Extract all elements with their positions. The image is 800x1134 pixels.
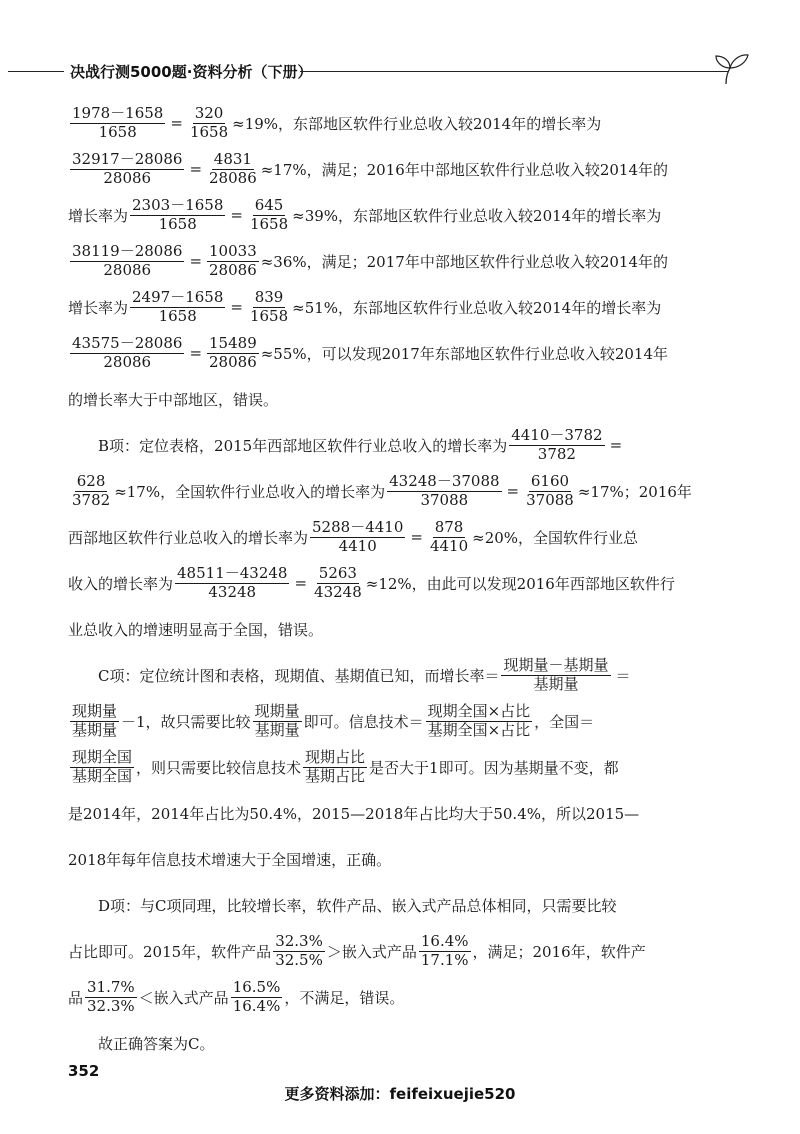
fraction-denominator: 基期量 xyxy=(254,720,300,739)
text-run: ，满足；2016年，软件产 xyxy=(472,942,646,961)
text-run: ≈12%，由此可以发现2016年西部地区软件行 xyxy=(365,574,675,593)
fraction-denominator: 28086 xyxy=(103,352,152,371)
fraction-denominator: 28086 xyxy=(209,352,257,371)
fraction xyxy=(426,703,533,739)
text-run: 是否大于1即可。因为基期量不变，都 xyxy=(369,758,619,777)
fraction-denominator: 32.5% xyxy=(275,950,323,969)
fraction-denominator: 43248 xyxy=(208,582,257,601)
fraction-numerator: 现期全国 xyxy=(72,748,133,767)
fraction xyxy=(419,933,471,969)
fraction xyxy=(231,979,283,1015)
text-run: ≈55%，可以发现2017年东部地区软件行业总收入较2014年 xyxy=(260,344,668,363)
text-line xyxy=(68,882,660,928)
text-line xyxy=(68,146,668,192)
fraction-numerator: 现期量－基期量 xyxy=(503,656,609,675)
fraction-denominator: 3782 xyxy=(537,444,576,463)
fraction-numerator: 10033 xyxy=(209,242,257,261)
fraction xyxy=(248,289,290,325)
fraction-denominator: 基期全国×占比 xyxy=(427,720,531,739)
fraction-denominator: 1658 xyxy=(158,214,197,233)
header-rule-right xyxy=(300,71,728,72)
text-run: ≈39%，东部地区软件行业总收入较2014年的增长率为 xyxy=(292,206,662,225)
fraction xyxy=(70,473,112,509)
fraction-denominator: 1658 xyxy=(158,306,197,325)
fraction-denominator: 4410 xyxy=(338,536,377,555)
fraction-numerator: 5288－4410 xyxy=(312,518,404,537)
text-run: ≈36%，满足；2017年中部地区软件行业总收入较2014年的 xyxy=(260,252,668,271)
fraction xyxy=(70,703,119,739)
fraction-denominator: 1658 xyxy=(249,306,289,325)
fraction-numerator: 2303－1658 xyxy=(132,196,224,215)
fraction-denominator: 1658 xyxy=(98,122,137,141)
text-run: －1，故只需要比较 xyxy=(121,712,251,731)
fraction-numerator: 645 xyxy=(254,196,284,215)
fraction-denominator: 基期全国 xyxy=(72,766,133,785)
text-run: ，全国＝ xyxy=(534,712,595,731)
fraction-numerator: 现期量 xyxy=(254,702,300,721)
header-rule-left xyxy=(8,71,64,72)
fraction-denominator: 37088 xyxy=(420,490,469,509)
fraction-numerator: 现期全国×占比 xyxy=(427,702,531,721)
fraction-denominator: 基期量 xyxy=(72,720,118,739)
text-line xyxy=(68,836,660,882)
fraction xyxy=(310,519,405,555)
fraction-numerator: 1978－1658 xyxy=(72,104,164,123)
fraction-numerator: 6160 xyxy=(530,472,570,491)
text-line xyxy=(68,928,660,974)
fraction xyxy=(253,703,302,739)
equals-sign: = xyxy=(230,206,243,224)
solution-text xyxy=(68,100,692,1066)
fraction-numerator: 5263 xyxy=(318,564,357,583)
fraction-numerator: 38119－28086 xyxy=(72,242,183,261)
text-run: 增长率为 xyxy=(68,206,129,225)
equals-sign: = xyxy=(294,574,308,592)
fraction-numerator: 43248－37088 xyxy=(389,472,500,491)
fraction-denominator: 1658 xyxy=(189,122,229,141)
text-line xyxy=(68,192,660,238)
fraction-denominator: 37088 xyxy=(526,490,574,509)
fraction xyxy=(501,657,610,693)
text-line xyxy=(68,974,660,1020)
fraction-numerator: 4410－3782 xyxy=(511,426,603,445)
text-run: 增长率为 xyxy=(68,298,129,317)
text-line xyxy=(68,744,660,790)
fraction-numerator: 878 xyxy=(434,518,464,537)
fraction-denominator: 28086 xyxy=(103,260,152,279)
fraction xyxy=(509,427,604,463)
text-line xyxy=(68,422,660,468)
fraction-numerator: 4831 xyxy=(213,150,252,169)
text-run: ≈20%，全国软件行业总 xyxy=(472,528,639,547)
fraction-numerator: 16.4% xyxy=(420,932,469,951)
equals-sign: = xyxy=(189,344,203,362)
fraction-denominator: 28086 xyxy=(209,168,257,187)
fraction-numerator: 31.7% xyxy=(87,978,135,997)
text-line xyxy=(68,514,660,560)
sprout-icon xyxy=(712,46,752,86)
text-line xyxy=(68,376,660,422)
text-run: 2018年每年信息技术增速大于全国增速，正确。 xyxy=(68,850,392,869)
fraction xyxy=(70,335,184,371)
fraction-numerator: 628 xyxy=(76,472,106,491)
fraction xyxy=(428,519,470,555)
text-run: ，则只需要比较信息技术 xyxy=(136,758,302,777)
text-run: 占比即可。2015年，软件产品 xyxy=(68,942,272,961)
text-line xyxy=(68,560,675,606)
fraction xyxy=(70,243,184,279)
text-line xyxy=(68,790,660,836)
fraction-denominator: 28086 xyxy=(209,260,257,279)
text-line xyxy=(68,238,668,284)
text-run: ≈17%，满足；2016年中部地区软件行业总收入较2014年的 xyxy=(260,160,668,179)
fraction xyxy=(273,933,325,969)
text-run: ≈17%，全国软件行业总收入的增长率为 xyxy=(114,482,386,501)
text-run: ＜嵌入式产品 xyxy=(138,988,229,1007)
fraction-denominator: 1658 xyxy=(249,214,289,233)
text-run: B项：定位表格，2015年西部地区软件行业总收入的增长率为 xyxy=(98,436,508,455)
text-line xyxy=(68,698,660,744)
fraction xyxy=(130,289,225,325)
fraction xyxy=(70,749,134,785)
fraction-numerator: 32917－28086 xyxy=(72,150,183,169)
fraction-denominator: 32.3% xyxy=(87,996,135,1015)
text-run: 西部地区软件行业总收入的增长率为 xyxy=(68,528,309,547)
text-line xyxy=(68,100,660,146)
fraction xyxy=(524,473,576,509)
fraction xyxy=(85,979,137,1015)
text-run: D项：与C项同理，比较增长率，软件产品、嵌入式产品总体相同，只需要比较 xyxy=(98,896,617,915)
equals-sign: = xyxy=(170,114,183,132)
fraction-denominator: 3782 xyxy=(72,490,111,509)
fraction xyxy=(312,565,364,601)
text-line xyxy=(68,468,692,514)
fraction-denominator: 基期占比 xyxy=(305,766,366,785)
text-line xyxy=(68,284,660,330)
fraction-numerator: 320 xyxy=(194,104,224,123)
fraction-numerator: 32.3% xyxy=(275,932,323,951)
fraction xyxy=(188,105,230,141)
fraction-numerator: 现期占比 xyxy=(305,748,366,767)
fraction xyxy=(70,105,165,141)
text-run: 收入的增长率为 xyxy=(68,574,174,593)
equals-sign: ＝ xyxy=(615,666,631,685)
fraction-numerator: 48511－43248 xyxy=(177,564,288,583)
fraction-numerator: 2497－1658 xyxy=(132,288,224,307)
header-title: 决战行测5000题·资料分析（下册） xyxy=(70,63,313,81)
text-run: 是2014年，2014年占比为50.4%，2015—2018年占比均大于50.4%，所以2015— xyxy=(68,804,640,823)
equals-sign: = xyxy=(609,436,623,454)
fraction xyxy=(303,749,367,785)
fraction-denominator: 4410 xyxy=(429,536,469,555)
text-run: ＞嵌入式产品 xyxy=(326,942,417,961)
text-line xyxy=(68,1020,660,1066)
text-run: 故正确答案为C。 xyxy=(98,1034,215,1053)
text-run: ≈17%；2016年 xyxy=(577,482,692,501)
text-run: 品 xyxy=(68,988,84,1007)
fraction-denominator: 43248 xyxy=(314,582,362,601)
fraction-numerator: 43575－28086 xyxy=(72,334,183,353)
text-run: 即可。信息技术＝ xyxy=(303,712,424,731)
text-run: ≈19%，东部地区软件行业总收入较2014年的增长率为 xyxy=(232,114,602,133)
fraction-numerator: 16.5% xyxy=(232,978,281,997)
text-run: 业总收入的增速明显高于全国，错误。 xyxy=(68,620,324,639)
fraction xyxy=(175,565,289,601)
fraction-numerator: 839 xyxy=(254,288,284,307)
fraction xyxy=(207,243,259,279)
text-line xyxy=(68,652,660,698)
fraction-denominator: 基期量 xyxy=(533,674,579,693)
page-number: 352 xyxy=(68,1062,100,1080)
fraction xyxy=(207,151,259,187)
fraction xyxy=(207,335,259,371)
running-header xyxy=(0,58,800,88)
fraction xyxy=(130,197,225,233)
fraction xyxy=(248,197,290,233)
fraction-numerator: 15489 xyxy=(209,334,257,353)
text-run: ≈51%，东部地区软件行业总收入较2014年的增长率为 xyxy=(292,298,662,317)
equals-sign: = xyxy=(230,298,243,316)
fraction xyxy=(387,473,501,509)
text-run: C项：定位统计图和表格，现期值、基期值已知，而增长率＝ xyxy=(98,666,500,685)
fraction xyxy=(70,151,184,187)
equals-sign: = xyxy=(189,160,203,178)
text-line xyxy=(68,606,660,652)
text-run: ，不满足，错误。 xyxy=(284,988,405,1007)
equals-sign: = xyxy=(410,528,423,546)
text-run: 的增长率大于中部地区，错误。 xyxy=(68,390,279,409)
fraction-numerator: 现期量 xyxy=(72,702,118,721)
fraction-denominator: 28086 xyxy=(103,168,152,187)
equals-sign: = xyxy=(189,252,203,270)
fraction-denominator: 17.1% xyxy=(420,950,469,969)
text-line xyxy=(68,330,668,376)
footer-contact: 更多资料添加：feifeixuejie520 xyxy=(284,1085,516,1103)
fraction-denominator: 16.4% xyxy=(232,996,281,1015)
equals-sign: = xyxy=(506,482,520,500)
